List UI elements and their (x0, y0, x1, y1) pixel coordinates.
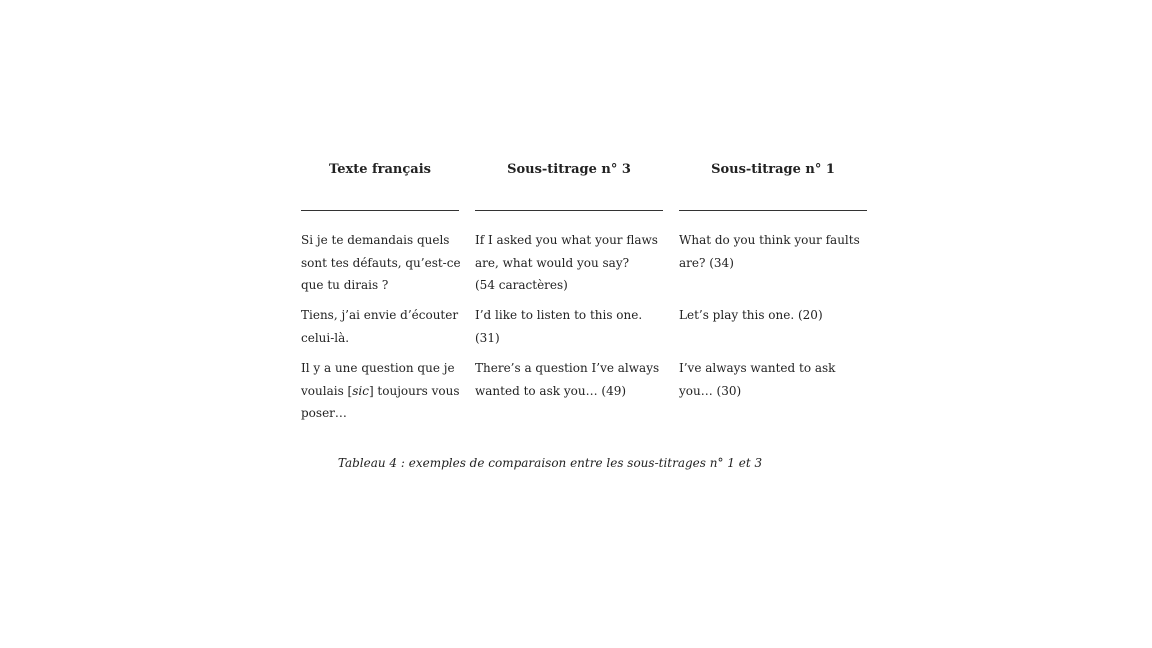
row1-subtitle-3 (475, 229, 663, 297)
header-rule-col1 (301, 210, 459, 211)
row3-subtitle-3: There’s a question I’ve always wanted to ask you… (49) (475, 361, 660, 398)
row3-sic-note: sic (352, 383, 369, 398)
header-rule-col3 (679, 210, 867, 211)
row1-french-text: Si je te demandais quels sont tes défauts, qu’est-ce que tu dirais ? (301, 233, 461, 292)
header-sous-titrage-3: Sous-titrage n° 3 (507, 162, 631, 177)
row3-french-text-after: ] toujours vous poser… (301, 383, 460, 420)
header-rule-col2 (475, 210, 663, 211)
table-caption: Tableau 4 : exemples de comparaison entre les sous-titrages n° 1 et 3 (337, 456, 763, 470)
row1-subtitle-3-text: If I asked you what your flaws are, what would you say? (475, 233, 658, 270)
row1-subtitle-3-count: (54 caractères) (475, 278, 568, 292)
header-sous-titrage-1: Sous-titrage n° 1 (711, 162, 835, 177)
row3-french-text-before: Il y a une question que je voulais [ (301, 361, 455, 398)
row3-french-text (301, 357, 464, 425)
row3-subtitle-1: I’ve always wanted to ask you… (30) (679, 361, 836, 398)
row2-subtitle-3: I’d like to listen to this one. (31) (475, 308, 643, 345)
header-texte-francais: Texte français (329, 162, 431, 177)
row2-subtitle-1: Let’s play this one. (20) (679, 308, 823, 322)
row2-french-text: Tiens, j’ai envie d’écouter celui-là. (301, 308, 459, 345)
row1-subtitle-1: What do you think your faults are? (34) (679, 233, 860, 270)
